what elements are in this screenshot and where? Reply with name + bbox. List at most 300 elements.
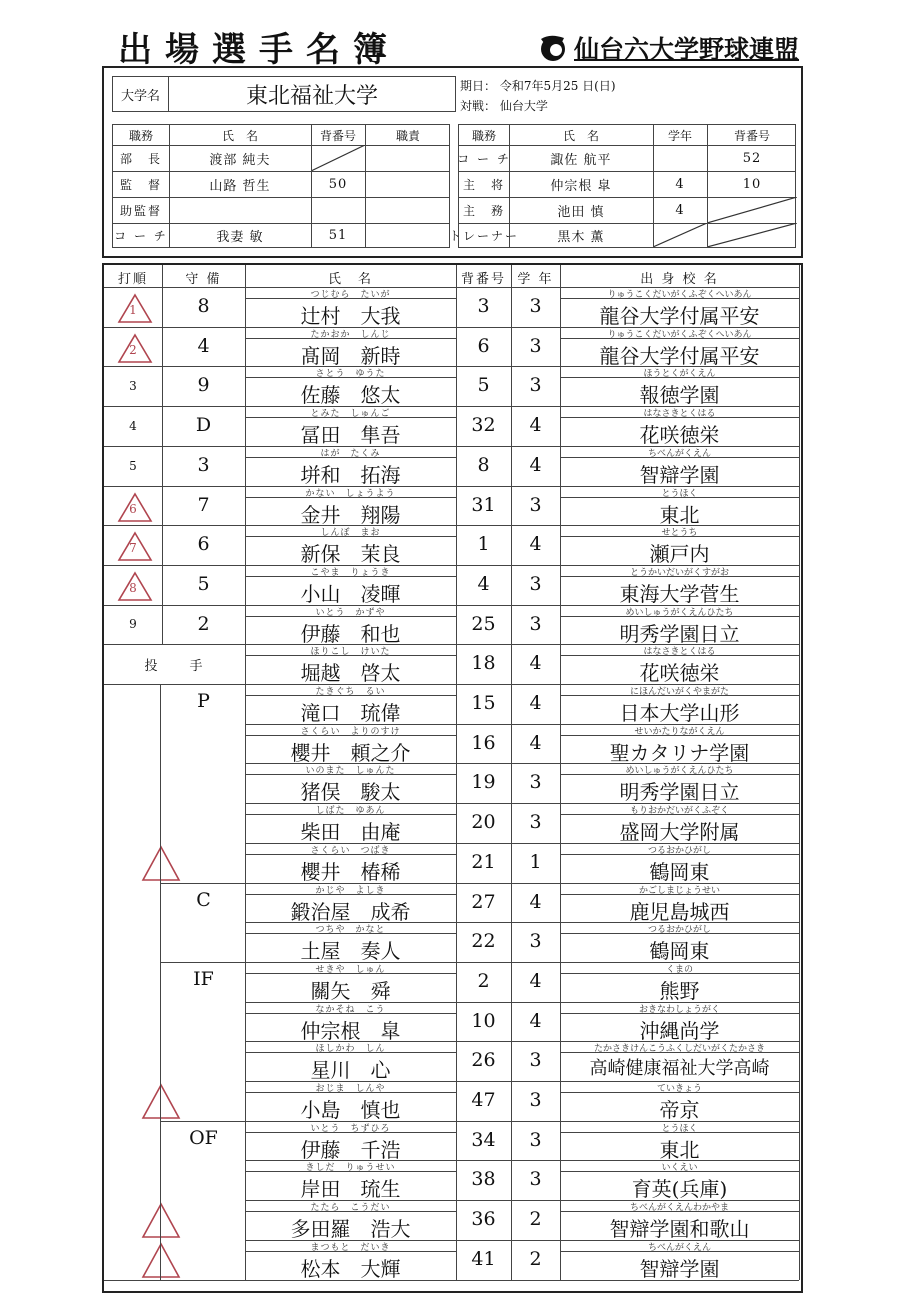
school-furigana: めいしゅうがくえんひたち <box>625 766 734 777</box>
grade: 4 <box>529 731 542 754</box>
slash-mark <box>707 197 797 223</box>
game-date: 期日： 令和7年5月25 日(日) <box>460 78 616 93</box>
player-name: 堀越 啓太 <box>300 661 401 686</box>
player-row <box>104 843 801 883</box>
row-divider <box>104 1280 799 1281</box>
staff-number: 51 <box>328 227 348 243</box>
grade: 3 <box>529 1168 542 1191</box>
staff-role: 監 督 <box>119 177 162 192</box>
player-furigana: たたら こうだい <box>310 1203 391 1214</box>
school-name: 花咲徳栄 <box>639 423 720 448</box>
slash-mark <box>707 223 797 247</box>
roster-header-cell: 氏 名 <box>327 271 373 287</box>
batting-order: 5 <box>129 458 137 473</box>
bench-group: P <box>197 690 210 712</box>
defense-position: 6 <box>197 533 210 556</box>
uniform-number: 16 <box>471 731 496 754</box>
batting-order: 2 <box>129 342 137 357</box>
roster-header-cell: 学 年 <box>517 271 554 287</box>
school-name: 育英(兵庫) <box>631 1177 728 1202</box>
col-divider <box>560 265 561 1280</box>
player-row <box>104 724 801 764</box>
staff-header-cell: 氏 名 <box>221 128 258 143</box>
school-furigana: せとうち <box>661 528 698 539</box>
furigana-rule <box>245 655 456 656</box>
school-furigana: はなさきとくはる <box>643 409 716 420</box>
furigana-rule <box>560 338 799 339</box>
player-furigana: つちや かなと <box>315 925 386 936</box>
uniform-number: 27 <box>471 890 496 913</box>
player-name: 辻村 大我 <box>300 304 401 328</box>
staff-role: コ ー チ <box>114 228 168 243</box>
grade: 3 <box>529 334 542 357</box>
furigana-rule <box>560 735 799 736</box>
player-furigana: いのまた しゅんた <box>305 766 396 777</box>
player-row <box>104 327 801 367</box>
staff-name: 我妻 敏 <box>216 229 264 245</box>
uniform-number: 5 <box>477 374 490 397</box>
league-logo-icon <box>538 33 568 63</box>
furigana-rule <box>560 1171 799 1172</box>
league-text: 仙台六大学野球連盟 <box>574 35 800 64</box>
grade: 3 <box>529 1128 542 1151</box>
uniform-number: 31 <box>471 493 496 516</box>
player-name: 櫻井 頼之介 <box>290 740 411 765</box>
staff-grade <box>653 145 707 171</box>
player-name: 伊藤 和也 <box>300 621 401 646</box>
furigana-rule <box>245 457 456 458</box>
player-furigana: ほりこし けいた <box>310 647 391 658</box>
uniform-number: 2 <box>477 969 490 992</box>
roster-header-cell: 背番号 <box>460 271 506 287</box>
player-name: 關矢 舜 <box>310 978 391 1003</box>
furigana-rule <box>560 814 799 815</box>
school-name: 龍谷大学付属平安 <box>599 304 760 328</box>
school-name: 東北 <box>659 502 700 527</box>
col-divider <box>456 265 457 1280</box>
school-name: 智辯学園 <box>639 1256 720 1281</box>
pitcher-label: 投 手 <box>144 658 205 674</box>
staff-name: 黒木 薫 <box>557 229 605 245</box>
university-name: 東北福祉大学 <box>168 76 456 112</box>
furigana-rule <box>560 933 799 934</box>
slash-mark <box>311 145 365 171</box>
bench-group: C <box>196 888 211 911</box>
player-name: 髙岡 新時 <box>300 343 401 368</box>
school-furigana: たかさきけんこうふくしだいがくたかさき <box>593 1044 765 1055</box>
uniform-number: 41 <box>471 1247 496 1270</box>
furigana-rule <box>245 973 456 974</box>
player-name: 垪和 拓海 <box>300 462 401 487</box>
uniform-number: 36 <box>471 1208 496 1231</box>
furigana-rule <box>560 894 799 895</box>
uniform-number: 15 <box>471 692 496 714</box>
furigana-rule <box>245 497 456 498</box>
school-name: 日本大学山形 <box>619 701 740 725</box>
staff-role: コ ー チ <box>457 151 511 166</box>
furigana-rule <box>245 1052 456 1053</box>
furigana-rule <box>245 814 456 815</box>
defense-position: 9 <box>197 374 210 397</box>
player-name: 柴田 由庵 <box>300 820 401 845</box>
player-row <box>104 1240 801 1280</box>
school-name: 明秀学園日立 <box>619 780 740 805</box>
player-furigana: ほしかわ しん <box>315 1044 386 1055</box>
grade: 3 <box>529 811 542 834</box>
school-name: 花咲徳栄 <box>639 661 720 686</box>
grade: 3 <box>529 1049 542 1072</box>
player-furigana: かじや よしき <box>315 885 386 896</box>
uniform-number: 1 <box>477 533 490 556</box>
uniform-number: 34 <box>471 1128 496 1151</box>
school-name: 鹿児島城西 <box>629 899 730 924</box>
furigana-rule <box>560 854 799 855</box>
school-furigana: ちべんがくえんわかやま <box>629 1203 729 1214</box>
defense-position: 2 <box>197 612 210 635</box>
page-title: 出場選手名簿 <box>118 30 400 70</box>
school-furigana: にほんだいがくやまがた <box>629 687 729 697</box>
furigana-rule <box>245 338 456 339</box>
player-name: 松本 大輝 <box>300 1256 401 1281</box>
staff-header-cell: 職務 <box>128 128 153 143</box>
furigana-rule <box>560 576 799 577</box>
uniform-number: 32 <box>471 414 496 437</box>
staff-name: 渡部 純夫 <box>209 152 271 168</box>
school-furigana: いくえい <box>661 1163 698 1174</box>
col-divider <box>653 125 654 247</box>
player-furigana: さくらい よりのすけ <box>300 726 401 737</box>
university-label: 大学名 <box>112 76 168 112</box>
staff-grade: 4 <box>675 176 685 192</box>
batting-order: 6 <box>129 501 137 516</box>
school-furigana: ちべんがくえん <box>647 448 711 459</box>
triangle-mark-icon <box>142 845 180 881</box>
player-name: 小島 慎也 <box>300 1098 401 1122</box>
player-row <box>104 1041 801 1081</box>
col-divider <box>160 684 161 1280</box>
col-divider <box>245 265 246 1280</box>
col-divider <box>169 125 170 247</box>
player-row <box>104 684 801 724</box>
school-furigana: くまの <box>665 964 693 975</box>
player-row <box>104 1200 801 1240</box>
triangle-mark-icon <box>142 1242 180 1278</box>
furigana-rule <box>560 774 799 775</box>
grade: 4 <box>529 414 542 437</box>
staff-number: 10 <box>742 176 762 192</box>
player-row <box>104 486 801 526</box>
player-row <box>104 605 801 645</box>
player-row <box>104 883 801 923</box>
grade: 4 <box>529 533 542 556</box>
staff-box <box>102 66 803 258</box>
col-divider <box>311 125 312 247</box>
uniform-number: 25 <box>471 612 496 635</box>
grade: 3 <box>529 771 542 794</box>
uniform-number: 8 <box>477 453 490 476</box>
staff-name: 仲宗根 皐 <box>550 178 612 194</box>
player-name: 小山 凌暉 <box>300 581 401 606</box>
furigana-rule <box>560 536 799 537</box>
player-row <box>104 962 801 1002</box>
batting-order: 8 <box>129 580 137 595</box>
school-furigana: はなさきとくはる <box>643 647 716 658</box>
player-furigana: はが たくみ <box>320 448 381 459</box>
grade: 4 <box>529 453 542 476</box>
furigana-rule <box>245 1171 456 1172</box>
player-furigana: こやま りょうき <box>310 567 391 578</box>
staff-name: 池田 慎 <box>557 204 605 220</box>
uniform-number: 4 <box>477 572 490 595</box>
uniform-number: 6 <box>477 334 490 357</box>
furigana-rule <box>560 1052 799 1053</box>
furigana-rule <box>245 1092 456 1093</box>
col-divider <box>799 265 800 1280</box>
player-name: 冨田 隼吾 <box>300 423 401 448</box>
grade: 3 <box>529 493 542 516</box>
player-name: 伊藤 千浩 <box>300 1137 401 1162</box>
school-name: 熊野 <box>659 978 700 1003</box>
furigana-rule <box>245 536 456 537</box>
grade: 4 <box>529 652 542 675</box>
furigana-rule <box>560 1092 799 1093</box>
roster-header-cell: 守 備 <box>185 271 222 287</box>
defense-position: 8 <box>197 295 210 317</box>
player-furigana: せきや しゅん <box>315 964 386 975</box>
player-row <box>104 803 801 843</box>
school-name: 鶴岡東 <box>649 859 710 884</box>
staff-right-table <box>449 124 796 248</box>
grade: 1 <box>529 850 542 873</box>
staff-header-cell: 職務 <box>471 128 496 143</box>
staff-role: 主 将 <box>462 177 505 192</box>
uniform-number: 47 <box>471 1089 496 1111</box>
col-divider <box>707 125 708 247</box>
player-furigana: かない しょうよう <box>305 488 396 499</box>
player-furigana: いとう かずや <box>315 607 386 618</box>
batting-order: 9 <box>129 617 137 632</box>
furigana-rule <box>560 377 799 378</box>
bench-group: IF <box>193 967 214 990</box>
school-name: 鶴岡東 <box>649 939 710 964</box>
school-furigana: ちべんがくえん <box>647 1242 711 1253</box>
player-name: 多田羅 浩大 <box>290 1217 411 1242</box>
furigana-rule <box>245 616 456 617</box>
uniform-number: 10 <box>471 1009 496 1032</box>
school-name: 沖縄尚学 <box>639 1018 720 1043</box>
player-furigana: さくらい つばき <box>310 845 391 856</box>
player-row <box>104 1081 801 1121</box>
league-name <box>538 30 799 66</box>
furigana-rule <box>245 298 456 299</box>
school-furigana: ていきょう <box>656 1084 702 1094</box>
player-furigana: まつもと だいき <box>310 1242 391 1253</box>
defense-position: 5 <box>197 572 210 595</box>
player-row <box>104 1160 801 1200</box>
player-name: 金井 翔陽 <box>300 502 401 527</box>
slash-mark <box>653 223 707 247</box>
player-furigana: いとう ちずひろ <box>310 1123 391 1134</box>
player-furigana: おじま しんや <box>315 1084 386 1094</box>
player-name: 岸田 琉生 <box>300 1177 401 1202</box>
school-furigana: めいしゅうがくえんひたち <box>625 607 734 618</box>
defense-position: 3 <box>197 453 210 476</box>
player-name: 新保 茉良 <box>300 542 401 567</box>
school-name: 帝京 <box>659 1098 700 1122</box>
school-name: 聖カタリナ学園 <box>609 740 750 765</box>
staff-name <box>169 197 311 223</box>
staff-role: 助監督 <box>119 203 162 218</box>
school-name: 報徳学園 <box>639 383 720 408</box>
player-row <box>104 1121 801 1161</box>
furigana-rule <box>245 774 456 775</box>
school-name: 東北 <box>659 1137 700 1162</box>
staff-name: 諏佐 航平 <box>550 152 612 168</box>
player-name: 櫻井 椿稀 <box>300 859 401 884</box>
school-furigana: りゅうこくだいがくふぞくへいあん <box>607 290 752 300</box>
uniform-number: 38 <box>471 1168 496 1191</box>
staff-header-cell: 背番号 <box>319 128 356 143</box>
furigana-rule <box>245 1251 456 1252</box>
batting-order: 7 <box>129 541 137 556</box>
player-row <box>104 287 801 327</box>
school-furigana: もりおかだいがくふぞく <box>629 806 729 817</box>
col-divider <box>162 265 163 644</box>
school-furigana: とうほく <box>661 488 698 499</box>
player-furigana: たきぐち るい <box>315 687 386 697</box>
player-furigana: とみた しゅんご <box>310 409 391 420</box>
col-divider <box>365 125 366 247</box>
school-furigana: りゅうこくだいがくふぞくへいあん <box>607 329 752 340</box>
grade: 2 <box>529 1208 542 1231</box>
grade: 3 <box>529 295 542 317</box>
uniform-number: 20 <box>471 811 496 834</box>
grade: 4 <box>529 890 542 913</box>
roster-header-cell: 出 身 校 名 <box>640 271 719 287</box>
school-name: 智辯学園 <box>639 462 720 487</box>
staff-header-cell: 背番号 <box>733 128 770 143</box>
grade: 3 <box>529 1089 542 1111</box>
school-furigana: おきなわしょうがく <box>638 1004 720 1015</box>
uniform-number: 26 <box>471 1049 496 1072</box>
furigana-rule <box>245 1132 456 1133</box>
player-row <box>104 644 801 684</box>
school-name: 明秀学園日立 <box>619 621 740 646</box>
staff-role: 部 長 <box>119 151 162 166</box>
furigana-rule <box>245 894 456 895</box>
player-furigana: さとう ゆうた <box>315 369 386 380</box>
school-name: 高崎健康福祉大学高崎 <box>589 1058 770 1080</box>
player-name: 仲宗根 皐 <box>300 1018 401 1043</box>
furigana-rule <box>245 417 456 418</box>
opponent: 対戦： 仙台大学 <box>460 98 548 113</box>
furigana-rule <box>560 497 799 498</box>
school-furigana: せいかたりながくえん <box>634 726 725 737</box>
player-row <box>104 446 801 486</box>
school-name: 東海大学菅生 <box>619 581 740 606</box>
furigana-rule <box>560 616 799 617</box>
furigana-rule <box>245 735 456 736</box>
defense-position: 7 <box>197 493 210 516</box>
furigana-rule <box>245 1211 456 1212</box>
staff-role: 主 務 <box>462 203 505 218</box>
player-row <box>104 406 801 446</box>
player-furigana: しんぼ まお <box>320 528 381 539</box>
player-row <box>104 525 801 565</box>
triangle-mark-icon <box>142 1083 180 1119</box>
player-row <box>104 1002 801 1042</box>
furigana-rule <box>245 377 456 378</box>
furigana-rule <box>560 1251 799 1252</box>
grade: 4 <box>529 1009 542 1032</box>
furigana-rule <box>245 576 456 577</box>
staff-header-cell: 氏 名 <box>562 128 599 143</box>
grade: 3 <box>529 374 542 397</box>
player-name: 佐藤 悠太 <box>300 383 401 408</box>
furigana-rule <box>560 457 799 458</box>
furigana-rule <box>245 933 456 934</box>
player-furigana: たかおか しんじ <box>310 329 391 340</box>
player-row <box>104 922 801 962</box>
furigana-rule <box>245 854 456 855</box>
staff-number: 50 <box>328 176 348 192</box>
player-furigana: つじむら たいが <box>310 290 391 300</box>
furigana-rule <box>560 695 799 696</box>
uniform-number: 3 <box>477 295 490 317</box>
player-furigana: きしだ りゅうせい <box>305 1163 396 1174</box>
school-furigana: とうかいだいがくすがお <box>629 567 729 578</box>
furigana-rule <box>560 1132 799 1133</box>
bench-group: OF <box>189 1126 218 1149</box>
staff-left-table <box>112 124 450 248</box>
player-name: 鍛治屋 成希 <box>290 899 411 924</box>
grade: 4 <box>529 692 542 714</box>
uniform-number: 22 <box>471 930 496 953</box>
player-row <box>104 763 801 803</box>
player-furigana: しばた ゆあん <box>315 806 386 817</box>
school-furigana: かごしまじょうせい <box>638 885 720 896</box>
player-row <box>104 366 801 406</box>
uniform-number: 19 <box>471 771 496 794</box>
furigana-rule <box>560 298 799 299</box>
grade: 3 <box>529 930 542 953</box>
uniform-number: 21 <box>471 850 496 873</box>
roster-header-cell: 打順 <box>117 271 148 287</box>
staff-number <box>311 197 365 223</box>
furigana-rule <box>560 1211 799 1212</box>
school-furigana: とうほく <box>661 1123 698 1134</box>
staff-header-cell: 職責 <box>395 128 420 143</box>
staff-name: 山路 哲生 <box>209 178 271 194</box>
staff-role: トレーナー <box>449 228 520 243</box>
roster-box <box>102 263 803 1293</box>
player-name: 滝口 琉偉 <box>300 701 401 725</box>
school-furigana: つるおかひがし <box>647 845 711 856</box>
uniform-number: 18 <box>471 652 496 675</box>
school-name: 盛岡大学附属 <box>619 820 740 845</box>
batting-order: 4 <box>129 418 137 433</box>
staff-header-cell: 学年 <box>667 128 692 143</box>
staff-number: 52 <box>742 150 762 166</box>
furigana-rule <box>560 417 799 418</box>
batting-order: 1 <box>129 303 137 317</box>
school-furigana: ほうとくがくえん <box>643 369 716 380</box>
defense-position: 4 <box>197 334 210 357</box>
furigana-rule <box>245 1013 456 1014</box>
grade: 4 <box>529 969 542 992</box>
player-name: 土屋 奏人 <box>300 939 401 964</box>
school-name: 智辯学園和歌山 <box>609 1217 750 1242</box>
